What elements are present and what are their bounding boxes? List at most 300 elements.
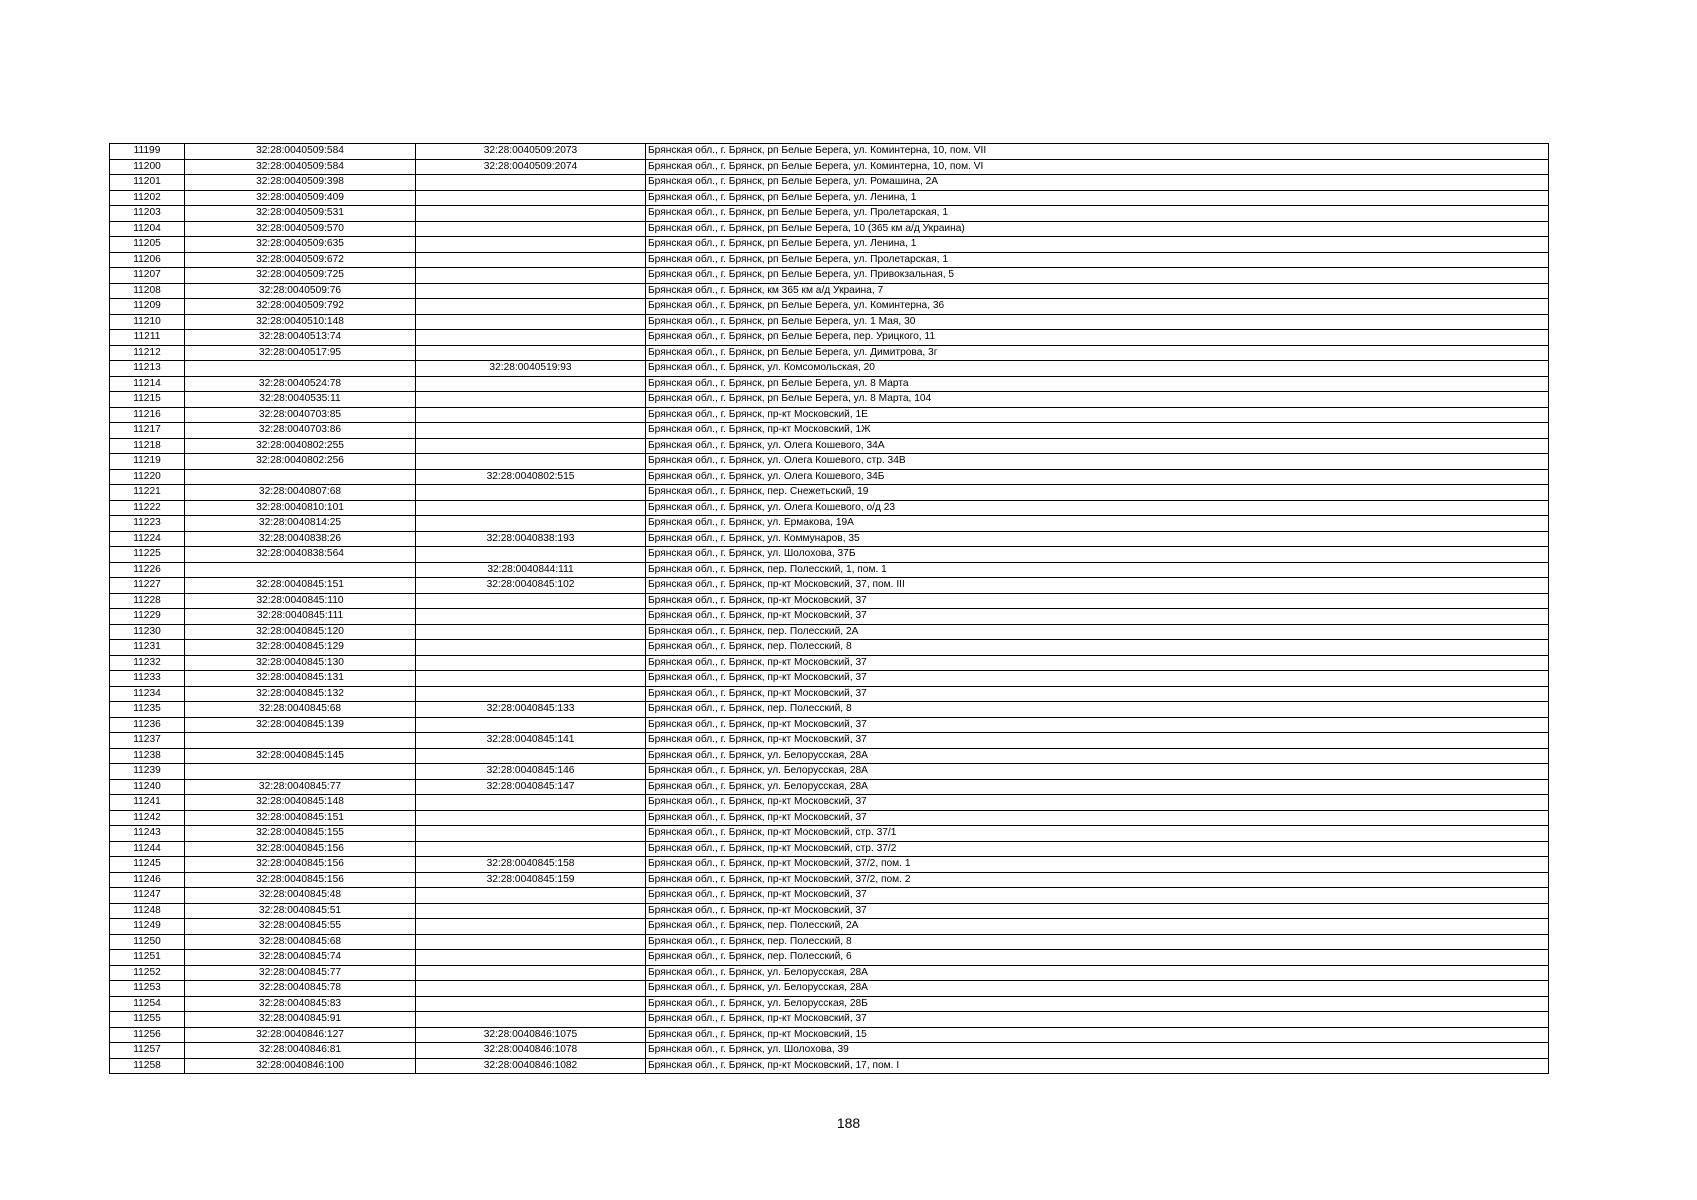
address-cell: Брянская обл., г. Брянск, ул. Олега Кошевого, 34А — [646, 438, 1549, 454]
premises-cadastral-number-cell: 32:28:0040846:1082 — [416, 1058, 646, 1074]
premises-cadastral-number-cell — [416, 903, 646, 919]
table-row — [110, 965, 1549, 981]
premises-cadastral-number-cell — [416, 221, 646, 237]
cadastral-number-cell: 32:28:0040703:86 — [185, 423, 416, 439]
cadastral-number-cell: 32:28:0040509:409 — [185, 190, 416, 206]
table-row — [110, 1043, 1549, 1059]
address-cell: Брянская обл., г. Брянск, ул. Белорусская, 28А — [646, 779, 1549, 795]
cadastral-number-cell: 32:28:0040845:156 — [185, 872, 416, 888]
premises-cadastral-number-cell — [416, 826, 646, 842]
address-cell: Брянская обл., г. Брянск, пр-кт Московский, 37 — [646, 717, 1549, 733]
table-row — [110, 144, 1549, 160]
address-cell: Брянская обл., г. Брянск, рп Белые Берега, ул. 1 Мая, 30 — [646, 314, 1549, 330]
address-cell: Брянская обл., г. Брянск, пер. Полесский, 1, пом. 1 — [646, 562, 1549, 578]
row-number-cell: 11258 — [110, 1058, 185, 1074]
row-number-cell: 11235 — [110, 702, 185, 718]
table-row — [110, 469, 1549, 485]
cadastral-number-cell: 32:28:0040845:68 — [185, 702, 416, 718]
row-number-cell: 11227 — [110, 578, 185, 594]
address-cell: Брянская обл., г. Брянск, пер. Полесский, 2А — [646, 624, 1549, 640]
table-row — [110, 438, 1549, 454]
table-row — [110, 1027, 1549, 1043]
address-cell: Брянская обл., г. Брянск, пер. Снежетьский, 19 — [646, 485, 1549, 501]
cadastral-number-cell: 32:28:0040845:129 — [185, 640, 416, 656]
premises-cadastral-number-cell: 32:28:0040845:159 — [416, 872, 646, 888]
premises-cadastral-number-cell: 32:28:0040845:147 — [416, 779, 646, 795]
premises-cadastral-number-cell — [416, 841, 646, 857]
table-row — [110, 1058, 1549, 1074]
cadastral-number-cell: 32:28:0040509:398 — [185, 175, 416, 191]
cadastral-number-cell: 32:28:0040845:110 — [185, 593, 416, 609]
cadastral-number-cell: 32:28:0040517:95 — [185, 345, 416, 361]
address-cell: Брянская обл., г. Брянск, пр-кт Московский, 37 — [646, 795, 1549, 811]
cadastral-number-cell: 32:28:0040845:83 — [185, 996, 416, 1012]
cadastral-number-cell: 32:28:0040802:255 — [185, 438, 416, 454]
cadastral-number-cell: 32:28:0040509:531 — [185, 206, 416, 222]
table-row — [110, 671, 1549, 687]
table-row — [110, 779, 1549, 795]
premises-cadastral-number-cell: 32:28:0040845:141 — [416, 733, 646, 749]
table-row — [110, 516, 1549, 532]
premises-cadastral-number-cell — [416, 407, 646, 423]
cadastral-number-cell: 32:28:0040845:91 — [185, 1012, 416, 1028]
row-number-cell: 11199 — [110, 144, 185, 160]
cadastral-number-cell: 32:28:0040845:145 — [185, 748, 416, 764]
premises-cadastral-number-cell — [416, 299, 646, 315]
table-row — [110, 190, 1549, 206]
row-number-cell: 11230 — [110, 624, 185, 640]
premises-cadastral-number-cell — [416, 423, 646, 439]
row-number-cell: 11256 — [110, 1027, 185, 1043]
premises-cadastral-number-cell: 32:28:0040802:515 — [416, 469, 646, 485]
row-number-cell: 11214 — [110, 376, 185, 392]
table-row — [110, 268, 1549, 284]
cadastral-number-cell: 32:28:0040845:111 — [185, 609, 416, 625]
address-cell: Брянская обл., г. Брянск, рп Белые Берега, ул. Пролетарская, 1 — [646, 206, 1549, 222]
row-number-cell: 11257 — [110, 1043, 185, 1059]
table-row — [110, 593, 1549, 609]
premises-cadastral-number-cell — [416, 190, 646, 206]
address-cell: Брянская обл., г. Брянск, пр-кт Московский, 37, пом. III — [646, 578, 1549, 594]
address-cell: Брянская обл., г. Брянск, пр-кт Московский, 37 — [646, 593, 1549, 609]
address-cell: Брянская обл., г. Брянск, пр-кт Московский, 1Ж — [646, 423, 1549, 439]
row-number-cell: 11231 — [110, 640, 185, 656]
row-number-cell: 11208 — [110, 283, 185, 299]
cadastral-number-cell: 32:28:0040845:130 — [185, 655, 416, 671]
address-cell: Брянская обл., г. Брянск, ул. Олега Кошевого, стр. 34В — [646, 454, 1549, 470]
premises-cadastral-number-cell — [416, 888, 646, 904]
table-row — [110, 578, 1549, 594]
address-cell: Брянская обл., г. Брянск, пр-кт Московский, 37 — [646, 733, 1549, 749]
premises-cadastral-number-cell — [416, 175, 646, 191]
table-row — [110, 810, 1549, 826]
premises-cadastral-number-cell — [416, 996, 646, 1012]
row-number-cell: 11239 — [110, 764, 185, 780]
row-number-cell: 11237 — [110, 733, 185, 749]
address-cell: Брянская обл., г. Брянск, рп Белые Берега, ул. Коминтерна, 10, пом. VI — [646, 159, 1549, 175]
page-number: 188 — [836, 1115, 861, 1131]
table-row — [110, 996, 1549, 1012]
premises-cadastral-number-cell — [416, 547, 646, 563]
row-number-cell: 11210 — [110, 314, 185, 330]
row-number-cell: 11241 — [110, 795, 185, 811]
cadastral-number-cell: 32:28:0040513:74 — [185, 330, 416, 346]
table-row — [110, 392, 1549, 408]
cadastral-number-cell: 32:28:0040509:792 — [185, 299, 416, 315]
cadastral-number-cell: 32:28:0040509:672 — [185, 252, 416, 268]
row-number-cell: 11234 — [110, 686, 185, 702]
cadastral-number-cell — [185, 562, 416, 578]
table-row — [110, 485, 1549, 501]
table-row — [110, 221, 1549, 237]
premises-cadastral-number-cell — [416, 252, 646, 268]
premises-cadastral-number-cell: 32:28:0040838:193 — [416, 531, 646, 547]
table-row — [110, 733, 1549, 749]
address-cell: Брянская обл., г. Брянск, ул. Коммунаров, 35 — [646, 531, 1549, 547]
premises-cadastral-number-cell — [416, 485, 646, 501]
row-number-cell: 11215 — [110, 392, 185, 408]
table-row — [110, 795, 1549, 811]
premises-cadastral-number-cell — [416, 593, 646, 609]
address-cell: Брянская обл., г. Брянск, ул. Белорусская, 28А — [646, 981, 1549, 997]
cadastral-number-cell — [185, 764, 416, 780]
table-row — [110, 903, 1549, 919]
address-cell: Брянская обл., г. Брянск, рп Белые Берега, ул. Ромашина, 2А — [646, 175, 1549, 191]
address-cell: Брянская обл., г. Брянск, ул. Шолохова, 39 — [646, 1043, 1549, 1059]
cadastral-number-cell: 32:28:0040846:100 — [185, 1058, 416, 1074]
address-cell: Брянская обл., г. Брянск, ул. Белорусская, 28А — [646, 764, 1549, 780]
address-cell: Брянская обл., г. Брянск, пр-кт Московский, 1Е — [646, 407, 1549, 423]
row-number-cell: 11216 — [110, 407, 185, 423]
address-cell: Брянская обл., г. Брянск, ул. Белорусская, 28Б — [646, 996, 1549, 1012]
table-row — [110, 702, 1549, 718]
table-row — [110, 361, 1549, 377]
address-cell: Брянская обл., г. Брянск, пр-кт Московский, 37 — [646, 609, 1549, 625]
table-row — [110, 407, 1549, 423]
table-row — [110, 888, 1549, 904]
premises-cadastral-number-cell — [416, 314, 646, 330]
premises-cadastral-number-cell: 32:28:0040509:2073 — [416, 144, 646, 160]
premises-cadastral-number-cell — [416, 438, 646, 454]
address-cell: Брянская обл., г. Брянск, ул. Комсомольская, 20 — [646, 361, 1549, 377]
table-row — [110, 981, 1549, 997]
table-row — [110, 919, 1549, 935]
table-row — [110, 841, 1549, 857]
table-row — [110, 686, 1549, 702]
cadastral-number-cell: 32:28:0040845:139 — [185, 717, 416, 733]
row-number-cell: 11211 — [110, 330, 185, 346]
premises-cadastral-number-cell — [416, 609, 646, 625]
address-cell: Брянская обл., г. Брянск, рп Белые Берега, ул. Ленина, 1 — [646, 237, 1549, 253]
cadastral-number-cell: 32:28:0040509:76 — [185, 283, 416, 299]
address-cell: Брянская обл., г. Брянск, пер. Полесский, 2А — [646, 919, 1549, 935]
table-row — [110, 283, 1549, 299]
cadastral-number-cell: 32:28:0040845:48 — [185, 888, 416, 904]
row-number-cell: 11240 — [110, 779, 185, 795]
premises-cadastral-number-cell: 32:28:0040846:1075 — [416, 1027, 646, 1043]
premises-cadastral-number-cell — [416, 655, 646, 671]
premises-cadastral-number-cell — [416, 237, 646, 253]
row-number-cell: 11221 — [110, 485, 185, 501]
premises-cadastral-number-cell — [416, 748, 646, 764]
address-cell: Брянская обл., г. Брянск, пр-кт Московский, стр. 37/2 — [646, 841, 1549, 857]
premises-cadastral-number-cell: 32:28:0040845:102 — [416, 578, 646, 594]
premises-cadastral-number-cell — [416, 283, 646, 299]
premises-cadastral-number-cell — [416, 981, 646, 997]
table-row — [110, 531, 1549, 547]
cadastral-number-cell: 32:28:0040845:68 — [185, 934, 416, 950]
table-row — [110, 237, 1549, 253]
address-cell: Брянская обл., г. Брянск, пер. Полесский, 6 — [646, 950, 1549, 966]
premises-cadastral-number-cell — [416, 934, 646, 950]
table-row — [110, 934, 1549, 950]
table-row — [110, 609, 1549, 625]
premises-cadastral-number-cell — [416, 206, 646, 222]
address-cell: Брянская обл., г. Брянск, пр-кт Московский, стр. 37/1 — [646, 826, 1549, 842]
cadastral-number-cell: 32:28:0040845:55 — [185, 919, 416, 935]
row-number-cell: 11232 — [110, 655, 185, 671]
cadastral-number-cell: 32:28:0040509:570 — [185, 221, 416, 237]
table-row — [110, 547, 1549, 563]
address-cell: Брянская обл., г. Брянск, пр-кт Московский, 37 — [646, 903, 1549, 919]
row-number-cell: 11219 — [110, 454, 185, 470]
row-number-cell: 11252 — [110, 965, 185, 981]
premises-cadastral-number-cell — [416, 810, 646, 826]
row-number-cell: 11205 — [110, 237, 185, 253]
address-cell: Брянская обл., г. Брянск, пр-кт Московский, 37 — [646, 686, 1549, 702]
table-body — [110, 144, 1549, 1074]
row-number-cell: 11201 — [110, 175, 185, 191]
cadastral-number-cell: 32:28:0040845:51 — [185, 903, 416, 919]
row-number-cell: 11254 — [110, 996, 185, 1012]
cadastral-number-cell: 32:28:0040509:584 — [185, 144, 416, 160]
address-cell: Брянская обл., г. Брянск, пр-кт Московский, 17, пом. I — [646, 1058, 1549, 1074]
premises-cadastral-number-cell: 32:28:0040846:1078 — [416, 1043, 646, 1059]
address-cell: Брянская обл., г. Брянск, рп Белые Берега, ул. Привокзальная, 5 — [646, 268, 1549, 284]
cadastral-number-cell: 32:28:0040845:156 — [185, 857, 416, 873]
table-row — [110, 423, 1549, 439]
row-number-cell: 11200 — [110, 159, 185, 175]
cadastral-number-cell: 32:28:0040509:725 — [185, 268, 416, 284]
address-cell: Брянская обл., г. Брянск, пр-кт Московский, 37 — [646, 655, 1549, 671]
premises-cadastral-number-cell — [416, 795, 646, 811]
premises-cadastral-number-cell — [416, 919, 646, 935]
cadastral-number-cell — [185, 733, 416, 749]
premises-cadastral-number-cell — [416, 1012, 646, 1028]
table-row — [110, 640, 1549, 656]
table-row — [110, 175, 1549, 191]
table-row — [110, 872, 1549, 888]
table-row — [110, 624, 1549, 640]
row-number-cell: 11222 — [110, 500, 185, 516]
premises-cadastral-number-cell: 32:28:0040509:2074 — [416, 159, 646, 175]
cadastral-number-cell: 32:28:0040802:256 — [185, 454, 416, 470]
cadastral-number-cell: 32:28:0040838:564 — [185, 547, 416, 563]
premises-cadastral-number-cell — [416, 950, 646, 966]
row-number-cell: 11225 — [110, 547, 185, 563]
address-cell: Брянская обл., г. Брянск, рп Белые Берега, пер. Урицкого, 11 — [646, 330, 1549, 346]
row-number-cell: 11250 — [110, 934, 185, 950]
row-number-cell: 11236 — [110, 717, 185, 733]
cadastral-number-cell: 32:28:0040838:26 — [185, 531, 416, 547]
address-cell: Брянская обл., г. Брянск, пр-кт Московский, 15 — [646, 1027, 1549, 1043]
premises-cadastral-number-cell — [416, 454, 646, 470]
address-cell: Брянская обл., г. Брянск, ул. Шолохова, 37Б — [646, 547, 1549, 563]
address-cell: Брянская обл., г. Брянск, рп Белые Берега, ул. 8 Марта, 104 — [646, 392, 1549, 408]
cadastral-number-cell: 32:28:0040845:156 — [185, 841, 416, 857]
premises-cadastral-number-cell — [416, 965, 646, 981]
address-cell: Брянская обл., г. Брянск, пер. Полесский, 8 — [646, 640, 1549, 656]
address-cell: Брянская обл., г. Брянск, ул. Олега Кошевого, 34Б — [646, 469, 1549, 485]
cadastral-number-cell — [185, 361, 416, 377]
cadastral-number-cell: 32:28:0040703:85 — [185, 407, 416, 423]
cadastral-number-cell: 32:28:0040845:77 — [185, 779, 416, 795]
cadastral-number-cell: 32:28:0040524:78 — [185, 376, 416, 392]
premises-cadastral-number-cell — [416, 345, 646, 361]
row-number-cell: 11242 — [110, 810, 185, 826]
address-cell: Брянская обл., г. Брянск, рп Белые Берега, 10 (365 км а/д Украина) — [646, 221, 1549, 237]
row-number-cell: 11245 — [110, 857, 185, 873]
premises-cadastral-number-cell — [416, 624, 646, 640]
address-cell: Брянская обл., г. Брянск, пер. Полесский, 8 — [646, 934, 1549, 950]
cadastral-number-cell: 32:28:0040509:584 — [185, 159, 416, 175]
address-cell: Брянская обл., г. Брянск, рп Белые Берега, ул. Коминтерна, 36 — [646, 299, 1549, 315]
cadastral-number-cell: 32:28:0040535:11 — [185, 392, 416, 408]
premises-cadastral-number-cell: 32:28:0040519:93 — [416, 361, 646, 377]
cadastral-number-cell: 32:28:0040845:131 — [185, 671, 416, 687]
premises-cadastral-number-cell — [416, 686, 646, 702]
table-row — [110, 376, 1549, 392]
row-number-cell: 11247 — [110, 888, 185, 904]
premises-cadastral-number-cell — [416, 640, 646, 656]
address-cell: Брянская обл., г. Брянск, пер. Полесский, 8 — [646, 702, 1549, 718]
row-number-cell: 11218 — [110, 438, 185, 454]
cadastral-number-cell: 32:28:0040845:151 — [185, 578, 416, 594]
address-cell: Брянская обл., г. Брянск, ул. Белорусская, 28А — [646, 965, 1549, 981]
cadastral-number-cell: 32:28:0040509:635 — [185, 237, 416, 253]
premises-cadastral-number-cell — [416, 516, 646, 532]
row-number-cell: 11228 — [110, 593, 185, 609]
row-number-cell: 11243 — [110, 826, 185, 842]
table-row — [110, 826, 1549, 842]
address-cell: Брянская обл., г. Брянск, рп Белые Берега, ул. Ленина, 1 — [646, 190, 1549, 206]
cadastral-number-cell: 32:28:0040845:77 — [185, 965, 416, 981]
row-number-cell: 11255 — [110, 1012, 185, 1028]
premises-cadastral-number-cell: 32:28:0040844:111 — [416, 562, 646, 578]
cadastral-number-cell: 32:28:0040845:151 — [185, 810, 416, 826]
table-row — [110, 500, 1549, 516]
row-number-cell: 11212 — [110, 345, 185, 361]
premises-cadastral-number-cell — [416, 376, 646, 392]
cadastral-number-cell: 32:28:0040807:68 — [185, 485, 416, 501]
row-number-cell: 11223 — [110, 516, 185, 532]
address-cell: Брянская обл., г. Брянск, ул. Олега Кошевого, о/д 23 — [646, 500, 1549, 516]
premises-cadastral-number-cell — [416, 392, 646, 408]
row-number-cell: 11251 — [110, 950, 185, 966]
table-row — [110, 764, 1549, 780]
cadastral-number-cell: 32:28:0040845:74 — [185, 950, 416, 966]
table-row — [110, 857, 1549, 873]
row-number-cell: 11253 — [110, 981, 185, 997]
premises-cadastral-number-cell: 32:28:0040845:133 — [416, 702, 646, 718]
table-row — [110, 299, 1549, 315]
address-cell: Брянская обл., г. Брянск, пр-кт Московский, 37/2, пом. 2 — [646, 872, 1549, 888]
premises-cadastral-number-cell — [416, 330, 646, 346]
address-cell: Брянская обл., г. Брянск, пр-кт Московский, 37 — [646, 888, 1549, 904]
cadastral-number-cell: 32:28:0040845:120 — [185, 624, 416, 640]
premises-cadastral-number-cell: 32:28:0040845:146 — [416, 764, 646, 780]
address-cell: Брянская обл., г. Брянск, рп Белые Берега, ул. Коминтерна, 10, пом. VII — [646, 144, 1549, 160]
row-number-cell: 11233 — [110, 671, 185, 687]
cadastral-number-cell: 32:28:0040810:101 — [185, 500, 416, 516]
address-cell: Брянская обл., г. Брянск, км 365 км а/д Украина, 7 — [646, 283, 1549, 299]
address-cell: Брянская обл., г. Брянск, пр-кт Московский, 37 — [646, 810, 1549, 826]
cadastral-number-cell: 32:28:0040846:127 — [185, 1027, 416, 1043]
table-row — [110, 159, 1549, 175]
address-cell: Брянская обл., г. Брянск, пр-кт Московский, 37 — [646, 1012, 1549, 1028]
table-row — [110, 330, 1549, 346]
row-number-cell: 11202 — [110, 190, 185, 206]
row-number-cell: 11207 — [110, 268, 185, 284]
row-number-cell: 11206 — [110, 252, 185, 268]
premises-cadastral-number-cell: 32:28:0040845:158 — [416, 857, 646, 873]
address-cell: Брянская обл., г. Брянск, рп Белые Берега, ул. 8 Марта — [646, 376, 1549, 392]
table-row — [110, 748, 1549, 764]
row-number-cell: 11224 — [110, 531, 185, 547]
cadastral-number-cell: 32:28:0040845:132 — [185, 686, 416, 702]
address-cell: Брянская обл., г. Брянск, пр-кт Московский, 37 — [646, 671, 1549, 687]
cadastral-number-cell: 32:28:0040510:148 — [185, 314, 416, 330]
table-row — [110, 1012, 1549, 1028]
cadastral-number-cell — [185, 469, 416, 485]
row-number-cell: 11229 — [110, 609, 185, 625]
table-row — [110, 206, 1549, 222]
row-number-cell: 11204 — [110, 221, 185, 237]
address-cell: Брянская обл., г. Брянск, рп Белые Берега, ул. Димитрова, 3г — [646, 345, 1549, 361]
address-cell: Брянская обл., г. Брянск, ул. Белорусская, 28А — [646, 748, 1549, 764]
row-number-cell: 11249 — [110, 919, 185, 935]
premises-cadastral-number-cell — [416, 500, 646, 516]
premises-cadastral-number-cell — [416, 717, 646, 733]
table-row — [110, 345, 1549, 361]
address-cell: Брянская обл., г. Брянск, пр-кт Московский, 37/2, пом. 1 — [646, 857, 1549, 873]
row-number-cell: 11244 — [110, 841, 185, 857]
table-row — [110, 562, 1549, 578]
cadastral-number-cell: 32:28:0040814:25 — [185, 516, 416, 532]
cadastral-number-cell: 32:28:0040845:155 — [185, 826, 416, 842]
cadastral-number-cell: 32:28:0040846:81 — [185, 1043, 416, 1059]
row-number-cell: 11220 — [110, 469, 185, 485]
row-number-cell: 11217 — [110, 423, 185, 439]
address-cell: Брянская обл., г. Брянск, рп Белые Берега, ул. Пролетарская, 1 — [646, 252, 1549, 268]
table-row — [110, 314, 1549, 330]
row-number-cell: 11203 — [110, 206, 185, 222]
property-table — [109, 143, 1549, 1074]
premises-cadastral-number-cell — [416, 671, 646, 687]
address-cell: Брянская обл., г. Брянск, ул. Ермакова, 19А — [646, 516, 1549, 532]
row-number-cell: 11226 — [110, 562, 185, 578]
row-number-cell: 11248 — [110, 903, 185, 919]
table-row — [110, 950, 1549, 966]
row-number-cell: 11238 — [110, 748, 185, 764]
premises-cadastral-number-cell — [416, 268, 646, 284]
table-row — [110, 454, 1549, 470]
row-number-cell: 11213 — [110, 361, 185, 377]
cadastral-number-cell: 32:28:0040845:78 — [185, 981, 416, 997]
table-row — [110, 717, 1549, 733]
table-row — [110, 252, 1549, 268]
row-number-cell: 11209 — [110, 299, 185, 315]
